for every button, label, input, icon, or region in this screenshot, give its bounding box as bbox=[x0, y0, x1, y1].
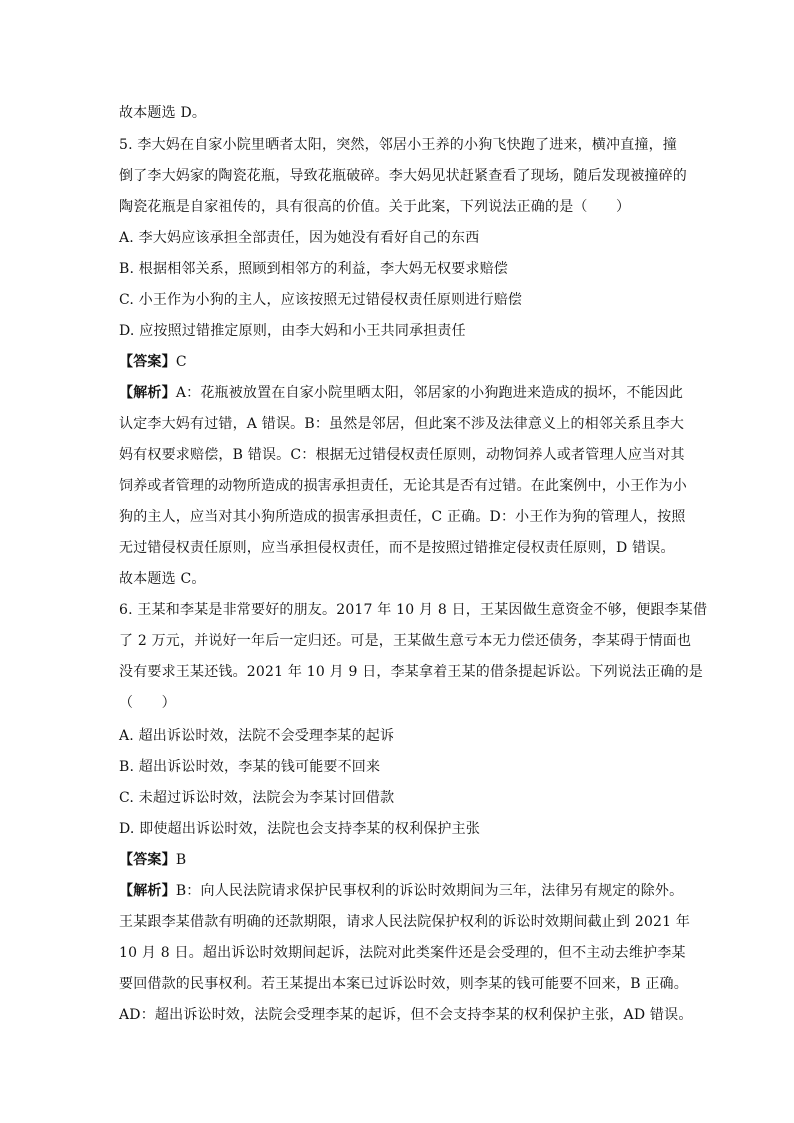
q6-stem-line-3: 没有要求王某还钱。2021 年 10 月 9 日，李某拿着王某的借条提起诉讼。下列说法正确的是 bbox=[119, 664, 703, 680]
q6-analysis-tag: 【解析】 bbox=[119, 883, 176, 899]
q5-stem-line-2: 倒了李大妈家的陶瓷花瓶，导致花瓶破碎。李大妈见状赶紧查看了现场，随后发现被撞碎的 bbox=[119, 168, 687, 184]
q5-analysis-tag: 【解析】 bbox=[119, 385, 176, 401]
q5-analysis-line-1 bbox=[119, 383, 683, 403]
q5-stem-line-3: 陶瓷花瓶是自家祖传的，具有很高的价值。关于此案，下列说法正确的是（ ） bbox=[119, 199, 631, 215]
q6-option-c: C. 未超过诉讼时效，法院会为李某讨回借款 bbox=[119, 790, 395, 806]
q5-option-a: A. 李大妈应该承担全部责任，因为她没有看好自己的东西 bbox=[119, 230, 480, 246]
q5-analysis-line-6: 无过错侵权责任原则，应当承担侵权责任，而不是按照过错推定侵权责任原则，D 错误。 bbox=[119, 540, 675, 556]
q5-analysis-line-3: 妈有权要求赔偿，B 错误。C：根据无过错侵权责任原则，动物饲养人或者管理人应当对其 bbox=[119, 447, 685, 463]
q6-answer-tag: 【答案】 bbox=[119, 852, 176, 868]
q5-analysis-text-1: A：花瓶被放置在自家小院里晒太阳，邻居家的小狗跑进来造成的损坏，不能因此 bbox=[175, 385, 684, 401]
q5-option-d: D. 应按照过错推定原则，由李大妈和小王共同承担责任 bbox=[119, 323, 466, 339]
q5-answer-tag: 【答案】 bbox=[119, 354, 176, 370]
q6-analysis-line-4: 要回借款的民事权利。若王某提出本案已过诉讼时效，则李某的钱可能要不回来，B 正确。 bbox=[119, 976, 688, 992]
q5-stem-line-1: 5. 李大妈在自家小院里晒者太阳，突然，邻居小王养的小狗飞快跑了进来，横冲直撞，撞 bbox=[119, 137, 678, 153]
q6-analysis-line-2: 王某跟李某借款有明确的还款期限，请求人民法院保护权利的诉讼时效期间截止到 2021 年 bbox=[119, 914, 691, 930]
q6-analysis-line-3: 10 月 8 日。超出诉讼时效期间起诉，法院对此类案件还是会受理的，但不主动去维护李某 bbox=[119, 945, 686, 961]
q6-stem-line-1: 6. 王某和李某是非常要好的朋友。2017 年 10 月 8 日，王某因做生意资金不够，便跟李某借 bbox=[119, 602, 708, 618]
q6-answer-value: B bbox=[175, 852, 187, 868]
q6-option-b: B. 超出诉讼时效，李某的钱可能要不回来 bbox=[119, 759, 381, 775]
q5-option-b: B. 根据相邻关系，照顾到相邻方的利益，李大妈无权要求赔偿 bbox=[119, 261, 508, 277]
q5-option-c: C. 小王作为小狗的主人，应该按照无过错侵权责任原则进行赔偿 bbox=[119, 292, 523, 308]
q6-option-d: D. 即使超出诉讼时效，法院也会支持李某的权利保护主张 bbox=[119, 821, 481, 837]
q6-analysis-text-1: B：向人民法院请求保护民事权利的诉讼时效期间为三年，法律另有规定的除外。 bbox=[175, 883, 684, 899]
q6-analysis-line-1 bbox=[119, 881, 683, 901]
q6-option-a: A. 超出诉讼时效，法院不会受理李某的起诉 bbox=[119, 728, 395, 744]
q5-answer-value: C bbox=[175, 354, 187, 370]
q5-analysis-line-4: 饲养或者管理的动物所造成的损害承担责任，无论其是否有过错。在此案例中，小王作为小 bbox=[119, 478, 687, 494]
q5-conclusion: 故本题选 C。 bbox=[119, 571, 206, 587]
q5-answer bbox=[119, 352, 187, 372]
q6-answer bbox=[119, 850, 186, 870]
q6-analysis-line-5: AD：超出诉讼时效，法院会受理李某的起诉，但不会支持李某的权利保护主张，AD 错误。 bbox=[119, 1007, 693, 1023]
q6-stem-line-4: （ ） bbox=[119, 695, 176, 711]
q5-analysis-line-5: 狗的主人，应当对其小狗所造成的损害承担责任，C 正确。D：小王作为狗的管理人，按照 bbox=[119, 509, 686, 525]
q6-stem-line-2: 了 2 万元，并说好一年后一定归还。可是，王某做生意亏本无力偿还债务，李某碍于情面也 bbox=[119, 633, 692, 649]
prev-question-conclusion: 故本题选 D。 bbox=[119, 105, 207, 121]
q5-analysis-line-2: 认定李大妈有过错，A 错误。B：虽然是邻居，但此案不涉及法律意义上的相邻关系且李大 bbox=[119, 416, 685, 432]
